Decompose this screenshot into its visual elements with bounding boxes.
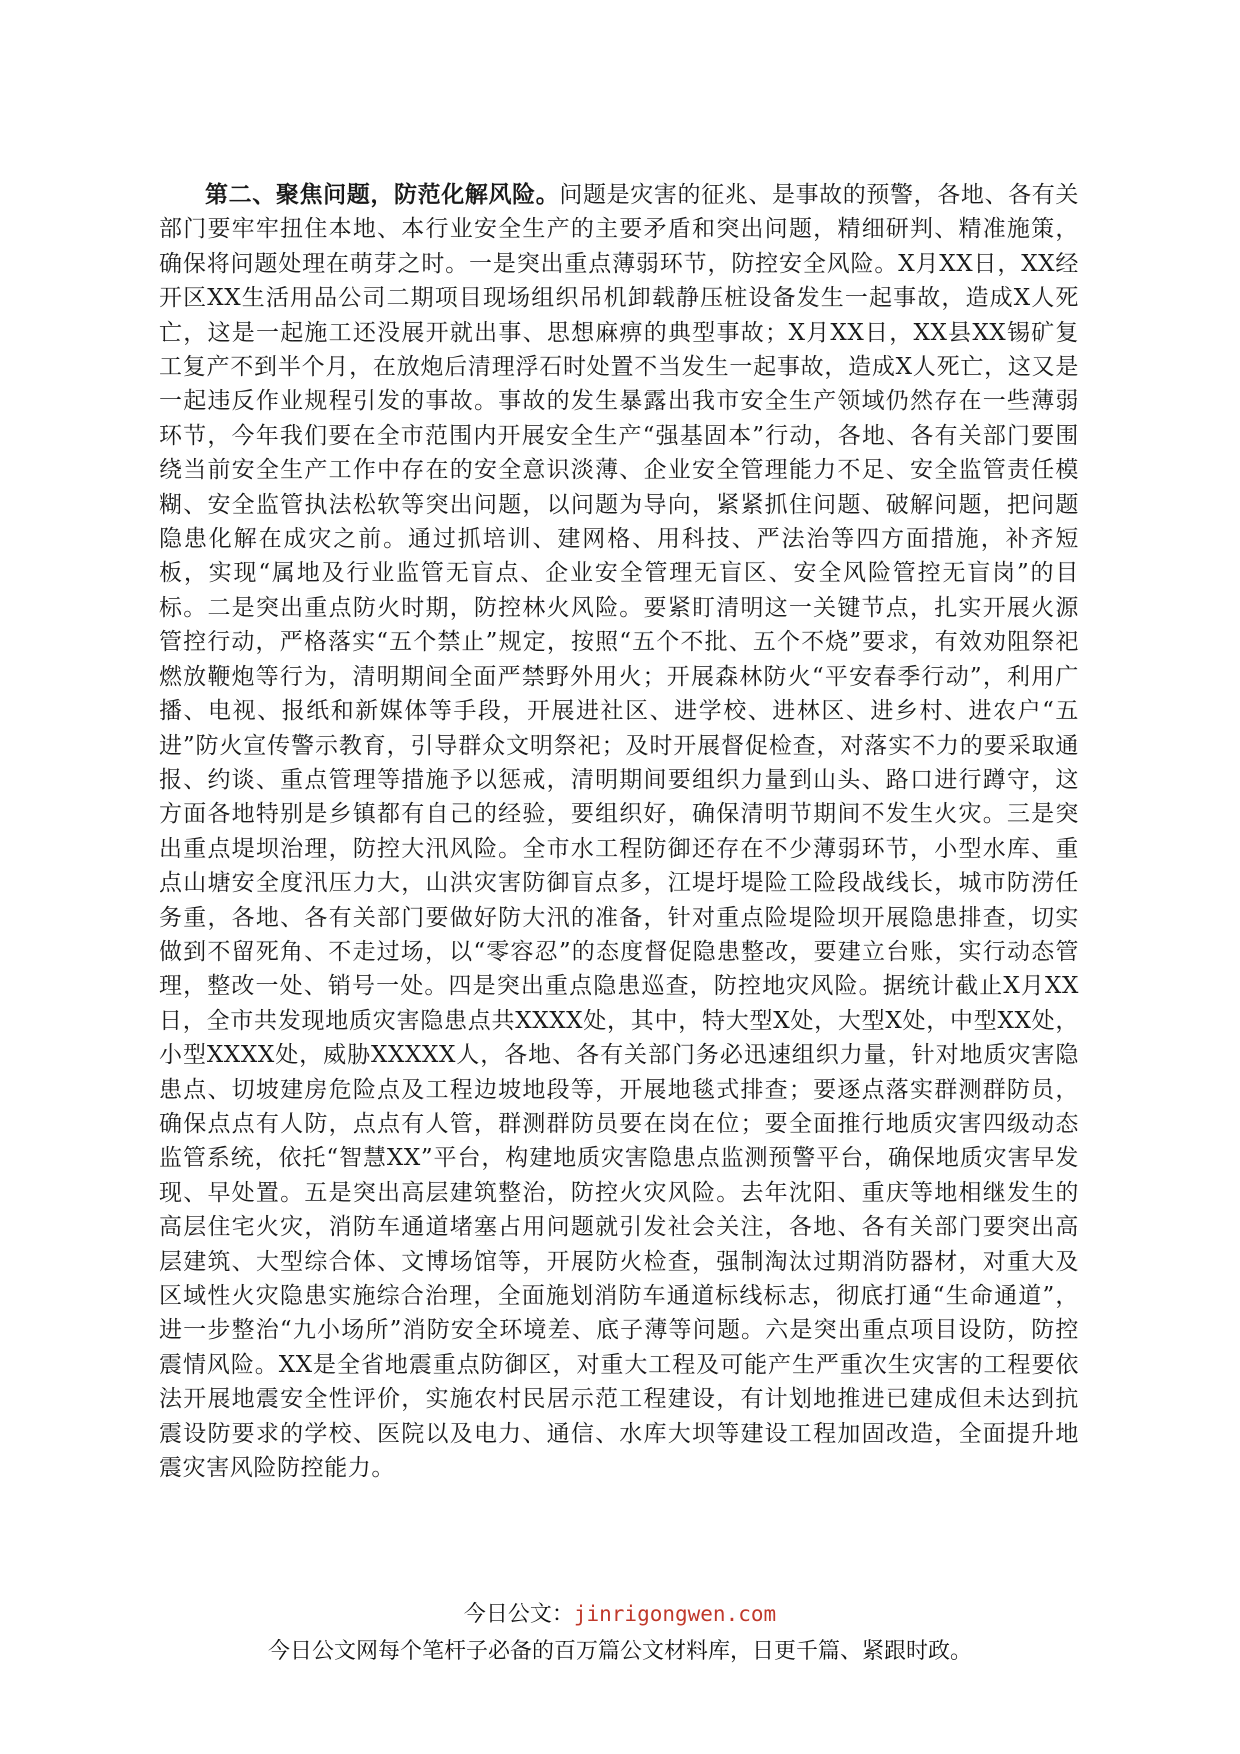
footer-brand (0, 1599, 1240, 1630)
paragraph (159, 178, 1079, 1485)
footer-site-link[interactable]: jinrigongwen.com (573, 1602, 777, 1626)
document-body (159, 178, 1079, 1485)
paragraph-text: 问题是灾害的征兆、是事故的预警，各地、各有关部门要牢牢扭住本地、本行业安全生产的主要矛盾和突出问题，精细研判、精准施策，确保将问题处理在萌芽之时。一是突出重点薄弱环节，防控安全风险。X月XX日，XX经开区XX生活用品公司二期项目现场组织吊机卸载静压桩设备发生一起事故，造成X人死亡，这是一起施工还没展开就出事、思想麻痹的典型事故；X月XX日，XX县XX锡矿复工复产不到半个月，在放炮后清理浮石时处置不当发生一起事故，造成X人死亡，这又是一起违反作业规程引发的事故。事故的发生暴露出我市安全生产领域仍然存在一些薄弱环节，今年我们要在全市范围内开展安全生产“强基固本”行动，各地、各有关部门要围绕当前安全生产工作中存在的安全意识淡薄、企业安全管理能力不足、安全监管责任模糊、安全监管执法松软等突出问题，以问题为导向，紧紧抓住问题、破解问题，把问题隐患化解在成灾之前。通过抓培训、建网格、用科技、严法治等四方面措施，补齐短板，实现“属地及行业监管无盲点、企业安全管理无盲区、安全风险管控无盲岗”的目标。二是突出重点防火时期，防控林火风险。要紧盯清明这一关键节点，扎实开展火源管控行动，严格落实“五个禁止”规定，按照“五个不批、五个不烧”要求，有效劝阻祭祀燃放鞭炮等行为，清明期间全面严禁野外用火；开展森林防火“平安春季行动”，利用广播、电视、报纸和新媒体等手段，开展进社区、进学校、进林区、进乡村、进农户“五进”防火宣传警示教育，引导群众文明祭祀；及时开展督促检查，对落实不力的要采取通报、约谈、重点管理等措施予以惩戒，清明期间要组织力量到山头、路口进行蹲守，这方面各地特别是乡镇都有自己的经验，要组织好，确保清明节期间不发生火灾。三是突出重点堤坝治理，防控大汛风险。全市水工程防御还存在不少薄弱环节，小型水库、重点山塘安全度汛压力大，山洪灾害防御盲点多，江堤圩堤险工险段战线长，城市防涝任务重，各地、各有关部门要做好防大汛的准备，针对重点险堤险坝开展隐患排查，切实做到不留死角、不走过场，以“零容忍”的态度督促隐患整改，要建立台账，实行动态管理，整改一处、销号一处。四是突出重点隐患巡查，防控地灾风险。据统计截止X月XX日，全市共发现地质灾害隐患点共XXXX处，其中，特大型X处，大型X处，中型XX处，小型XXXX处，威胁XXXXX人，各地、各有关部门务必迅速组织力量，针对地质灾害隐患点、切坡建房危险点及工程边坡地段等，开展地毯式排查；要逐点落实群测群防员，确保点点有人防，点点有人管，群测群防员要在岗在位；要全面推行地质灾害四级动态监管系统，依托“智慧XX”平台，构建地质灾害隐患点监测预警平台，确保地质灾害早发现、早处置。五是突出高层建筑整治，防控火灾风险。去年沈阳、重庆等地相继发生的高层住宅火灾，消防车通道堵塞占用问题就引发社会关注，各地、各有关部门要突出高层建筑、大型综合体、文博场馆等，开展防火检查，强制淘汰过期消防器材，对重大及区域性火灾隐患实施综合治理，全面施划消防车通道标线标志，彻底打通“生命通道”，进一步整治“九小场所”消防安全环境差、底子薄等问题。六是突出重点项目设防，防控震情风险。XX是全省地震重点防御区，对重大工程及可能产生严重次生灾害的工程要依法开展地震安全性评价，实施农村民居示范工程建设，有计划地推进已建成但未达到抗震设防要求的学校、医院以及电力、通信、水库大坝等建设工程加固改造，全面提升地震灾害风险防控能力。 (159, 182, 1080, 1482)
section-heading: 第二、聚焦问题，防范化解风险。 (205, 181, 560, 208)
footer-slogan: 今日公文网每个笔杆子必备的百万篇公文材料库，日更千篇、紧跟时政。 (267, 1639, 972, 1664)
footer-brand-label: 今日公文： (463, 1602, 574, 1627)
